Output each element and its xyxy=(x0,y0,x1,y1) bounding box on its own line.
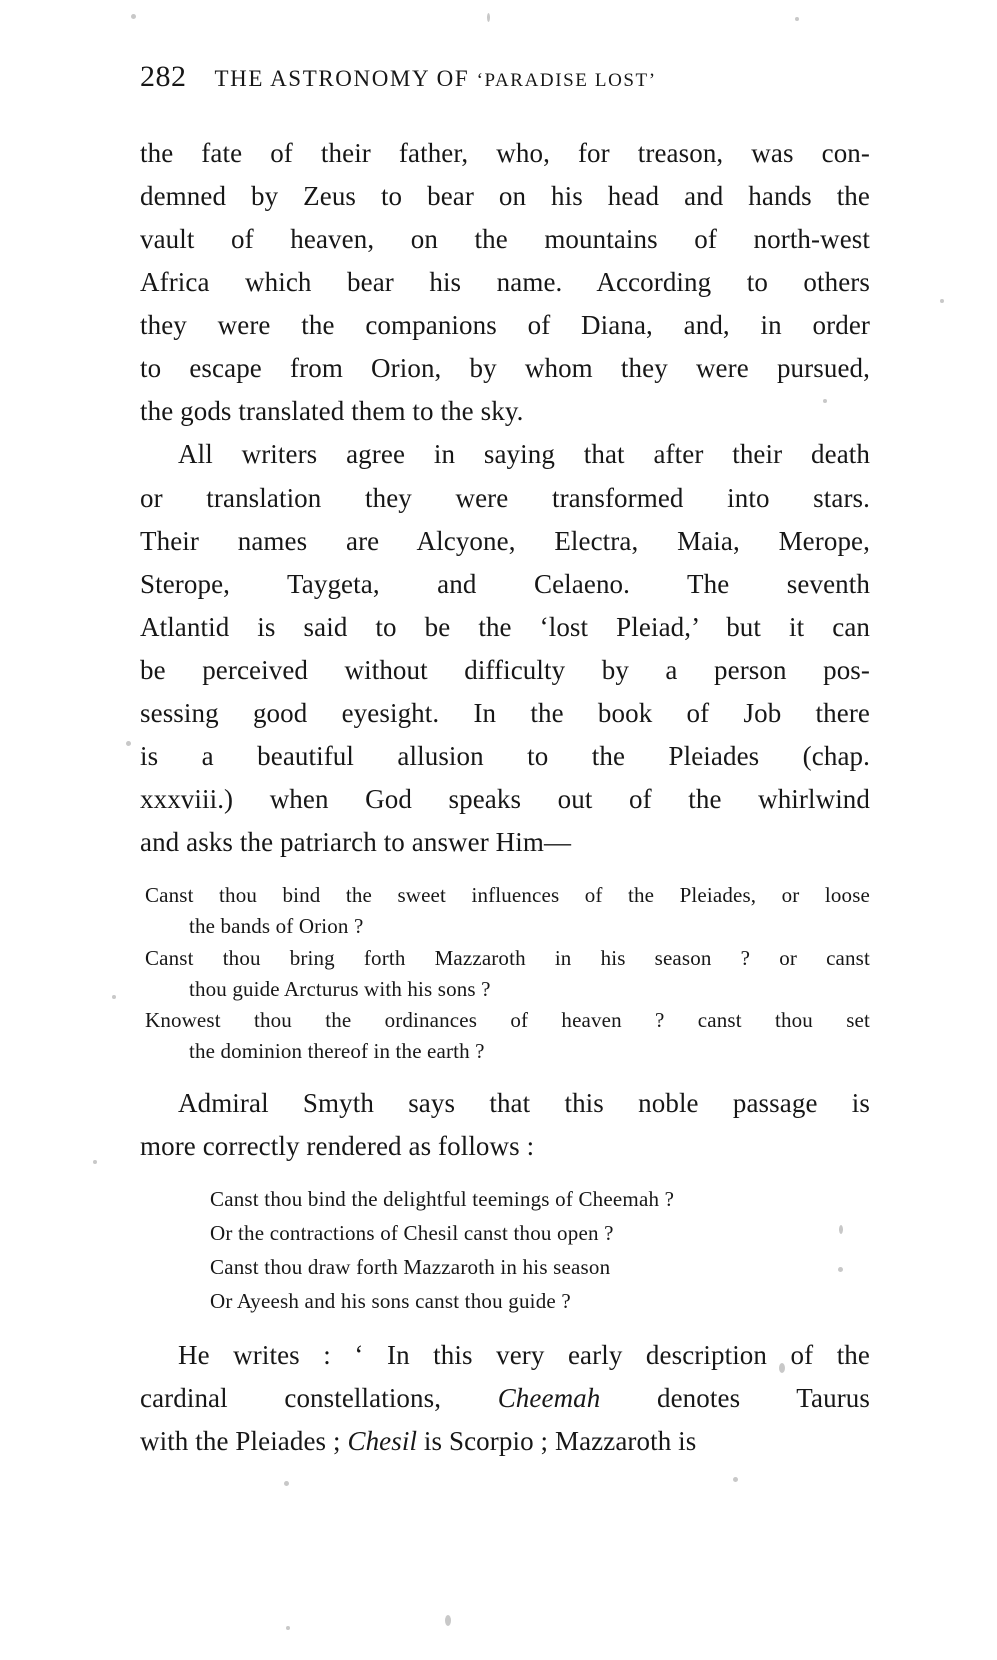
text-line: to escape from Orion, by whom they were pursued, xyxy=(140,353,870,384)
verse-line: Or Ayeesh and his sons canst thou guide ? xyxy=(210,1288,571,1313)
text-line: demned by Zeus to bear on his head and hands the xyxy=(140,181,870,212)
text-line: be perceived without difficulty by a person pos- xyxy=(140,654,870,685)
text-line: Atlantid is said to be the ‘lost Pleiad,’ but it can xyxy=(140,611,870,642)
italic-term-cheemah: Cheemah xyxy=(497,1383,601,1413)
paragraph-admiral-smyth xyxy=(140,1082,870,1168)
text-line xyxy=(140,1420,870,1463)
text-fragment: with the Pleiades ; xyxy=(140,1426,348,1457)
text-line: xxxviii.) when God speaks out of the whirlwind xyxy=(140,783,870,814)
quote-line: the dominion thereof in the earth ? xyxy=(189,1039,485,1064)
paragraph-fate-of-father xyxy=(140,132,870,433)
running-head xyxy=(215,66,657,92)
text-fragment: cardinal constellations, xyxy=(140,1383,498,1413)
text-line: sessing good eyesight. In the book of Job there xyxy=(140,697,870,728)
text-line: Sterope, Taygeta, and Celaeno. The seventh xyxy=(140,568,870,599)
quote-line: the bands of Orion ? xyxy=(189,914,364,939)
verse-line: Canst thou draw forth Mazzaroth in his season xyxy=(210,1254,611,1279)
text-line xyxy=(140,1082,870,1125)
text-line: Their names are Alcyone, Electra, Maia, Merope, xyxy=(140,525,870,556)
paragraph-all-writers-agree xyxy=(140,433,870,864)
text-line: or translation they were transformed into stars. xyxy=(140,482,870,513)
text-line-inner: He writes : ‘ In this very early description of the xyxy=(178,1339,870,1370)
text-line: the gods translated them to the sky. xyxy=(140,396,524,427)
text-line xyxy=(140,1334,870,1377)
paragraph-he-writes xyxy=(140,1334,870,1463)
scan-speck xyxy=(733,1477,738,1482)
verse-line: Or the contractions of Chesil canst thou open ? xyxy=(210,1220,614,1245)
text-line-inner: Admiral Smyth says that this noble passage is xyxy=(178,1087,870,1118)
scan-speck xyxy=(284,1481,289,1486)
text-line xyxy=(140,1377,870,1420)
scan-speck xyxy=(112,995,116,999)
scan-speck xyxy=(445,1615,451,1626)
text-line xyxy=(140,433,870,476)
running-head-title: THE ASTRONOMY OF xyxy=(214,66,477,91)
verse-quote-smyth xyxy=(140,1182,870,1318)
text-line: the fate of their father, who, for treason, was con- xyxy=(140,138,870,168)
scan-speck xyxy=(487,13,490,22)
block-quote-job xyxy=(145,880,870,1068)
scan-speck xyxy=(93,1160,97,1164)
scan-speck xyxy=(286,1626,290,1630)
text-line-inner: All writers agree in saying that after their death xyxy=(178,439,870,470)
page-number: 282 xyxy=(140,60,187,93)
text-line: and asks the patriarch to answer Him— xyxy=(140,827,572,857)
running-head-work: ‘PARADISE LOST’ xyxy=(476,70,657,91)
text-line: is a beautiful allusion to the Pleiades (chap. xyxy=(140,740,870,771)
text-line: more correctly rendered as follows : xyxy=(140,1130,535,1161)
text-line: they were the companions of Diana, and, in order xyxy=(140,310,870,341)
text-fragment: is Scorpio ; Mazzaroth is xyxy=(417,1426,697,1457)
quote-line: Knowest thou the ordinances of heaven ? canst thou set xyxy=(145,1008,870,1033)
page-header xyxy=(140,60,870,94)
italic-term-chesil: Chesil xyxy=(347,1426,418,1457)
scan-speck xyxy=(131,14,136,19)
scan-speck xyxy=(940,299,944,303)
text-fragment: denotes Taurus xyxy=(600,1383,870,1413)
quote-line: Canst thou bring forth Mazzaroth in his season ? or canst xyxy=(145,945,870,970)
verse-line: Canst thou bind the delightful teemings of Cheemah ? xyxy=(210,1186,675,1211)
quote-line: thou guide Arcturus with his sons ? xyxy=(189,976,491,1001)
text-line: Africa which bear his name. According to others xyxy=(140,267,870,298)
scan-speck xyxy=(126,741,131,746)
text-line: vault of heaven, on the mountains of north-west xyxy=(140,224,870,255)
scan-speck xyxy=(795,17,799,21)
quote-line: Canst thou bind the sweet influences of the Pleiades, or loose xyxy=(145,883,870,908)
page-content xyxy=(140,60,870,1463)
